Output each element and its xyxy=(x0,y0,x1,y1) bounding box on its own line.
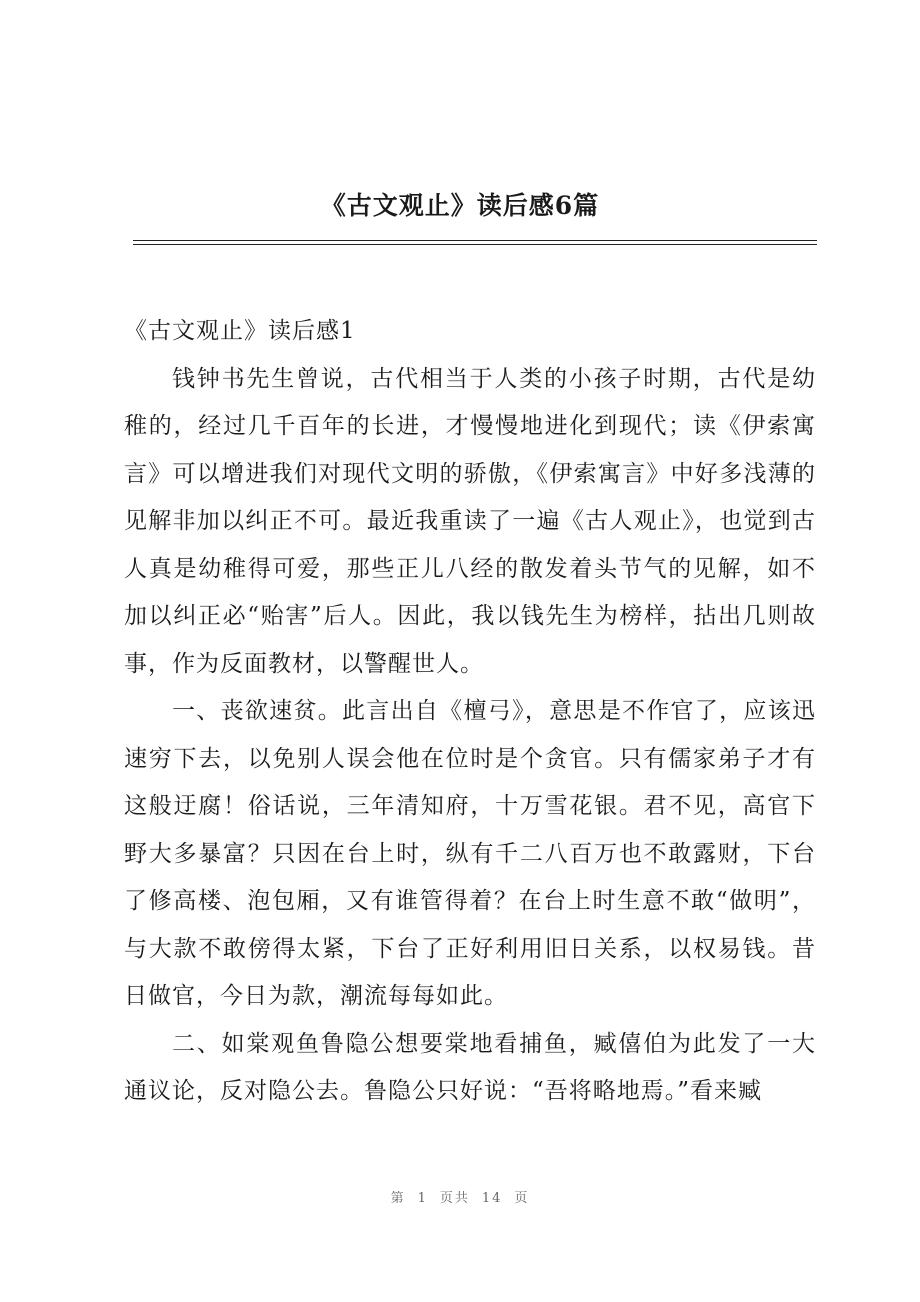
section-heading: 《古文观止》读后感1 xyxy=(124,318,356,344)
page-footer xyxy=(0,1187,920,1206)
title-double-rule xyxy=(133,240,817,245)
footer-label-pages: 页 xyxy=(514,1191,530,1206)
paragraph-3: 二、如棠观鱼鲁隐公想要棠地看捕鱼，臧僖伯为此发了一大通议论，反对隐公去。鲁隐公只好说：“吾将略地焉。”看来臧 xyxy=(124,1030,816,1104)
footer-label-page: 第 xyxy=(390,1191,406,1206)
paragraph-2: 一、丧欲速贫。此言出自《檀弓》，意思是不作官了，应该迅速穷下去，以免别人误会他在位时是个贪官。只有儒家弟子才有这般迂腐！俗话说，三年清知府，十万雪花银。君不见，高官下野大多暴富？只因在台上时，纵有千二八百万也不敢露财，下台了修高楼、泡包厢，又有谁管得着？在台上时生意不敢“做明”，与大款不敢傍得太紧，下台了正好利用旧日关系，以权易钱。昔日做官，今日为款，潮流每每如此。 xyxy=(124,698,816,1009)
document-body xyxy=(124,308,816,1116)
footer-total-pages: 14 xyxy=(481,1191,503,1206)
footer-current-page: 1 xyxy=(417,1191,428,1206)
footer-label-of: 页共 xyxy=(439,1191,470,1206)
document-title: 《古文观止》读后感6篇 xyxy=(320,191,600,220)
paragraph-1: 钱钟书先生曾说，古代相当于人类的小孩子时期，古代是幼稚的，经过几千百年的长进，才慢慢地进化到现代；读《伊索寓言》可以增进我们对现代文明的骄傲，《伊索寓言》中好多浅薄的见解非加以纠正不可。最近我重读了一遍《古人观止》，也觉到古人真是幼稚得可爱，那些正儿八经的散发着头节气的见解，如不加以纠正必“贻害”后人。因此，我以钱先生为榜样，拈出几则故事，作为反面教材，以警醒世人。 xyxy=(124,365,816,677)
